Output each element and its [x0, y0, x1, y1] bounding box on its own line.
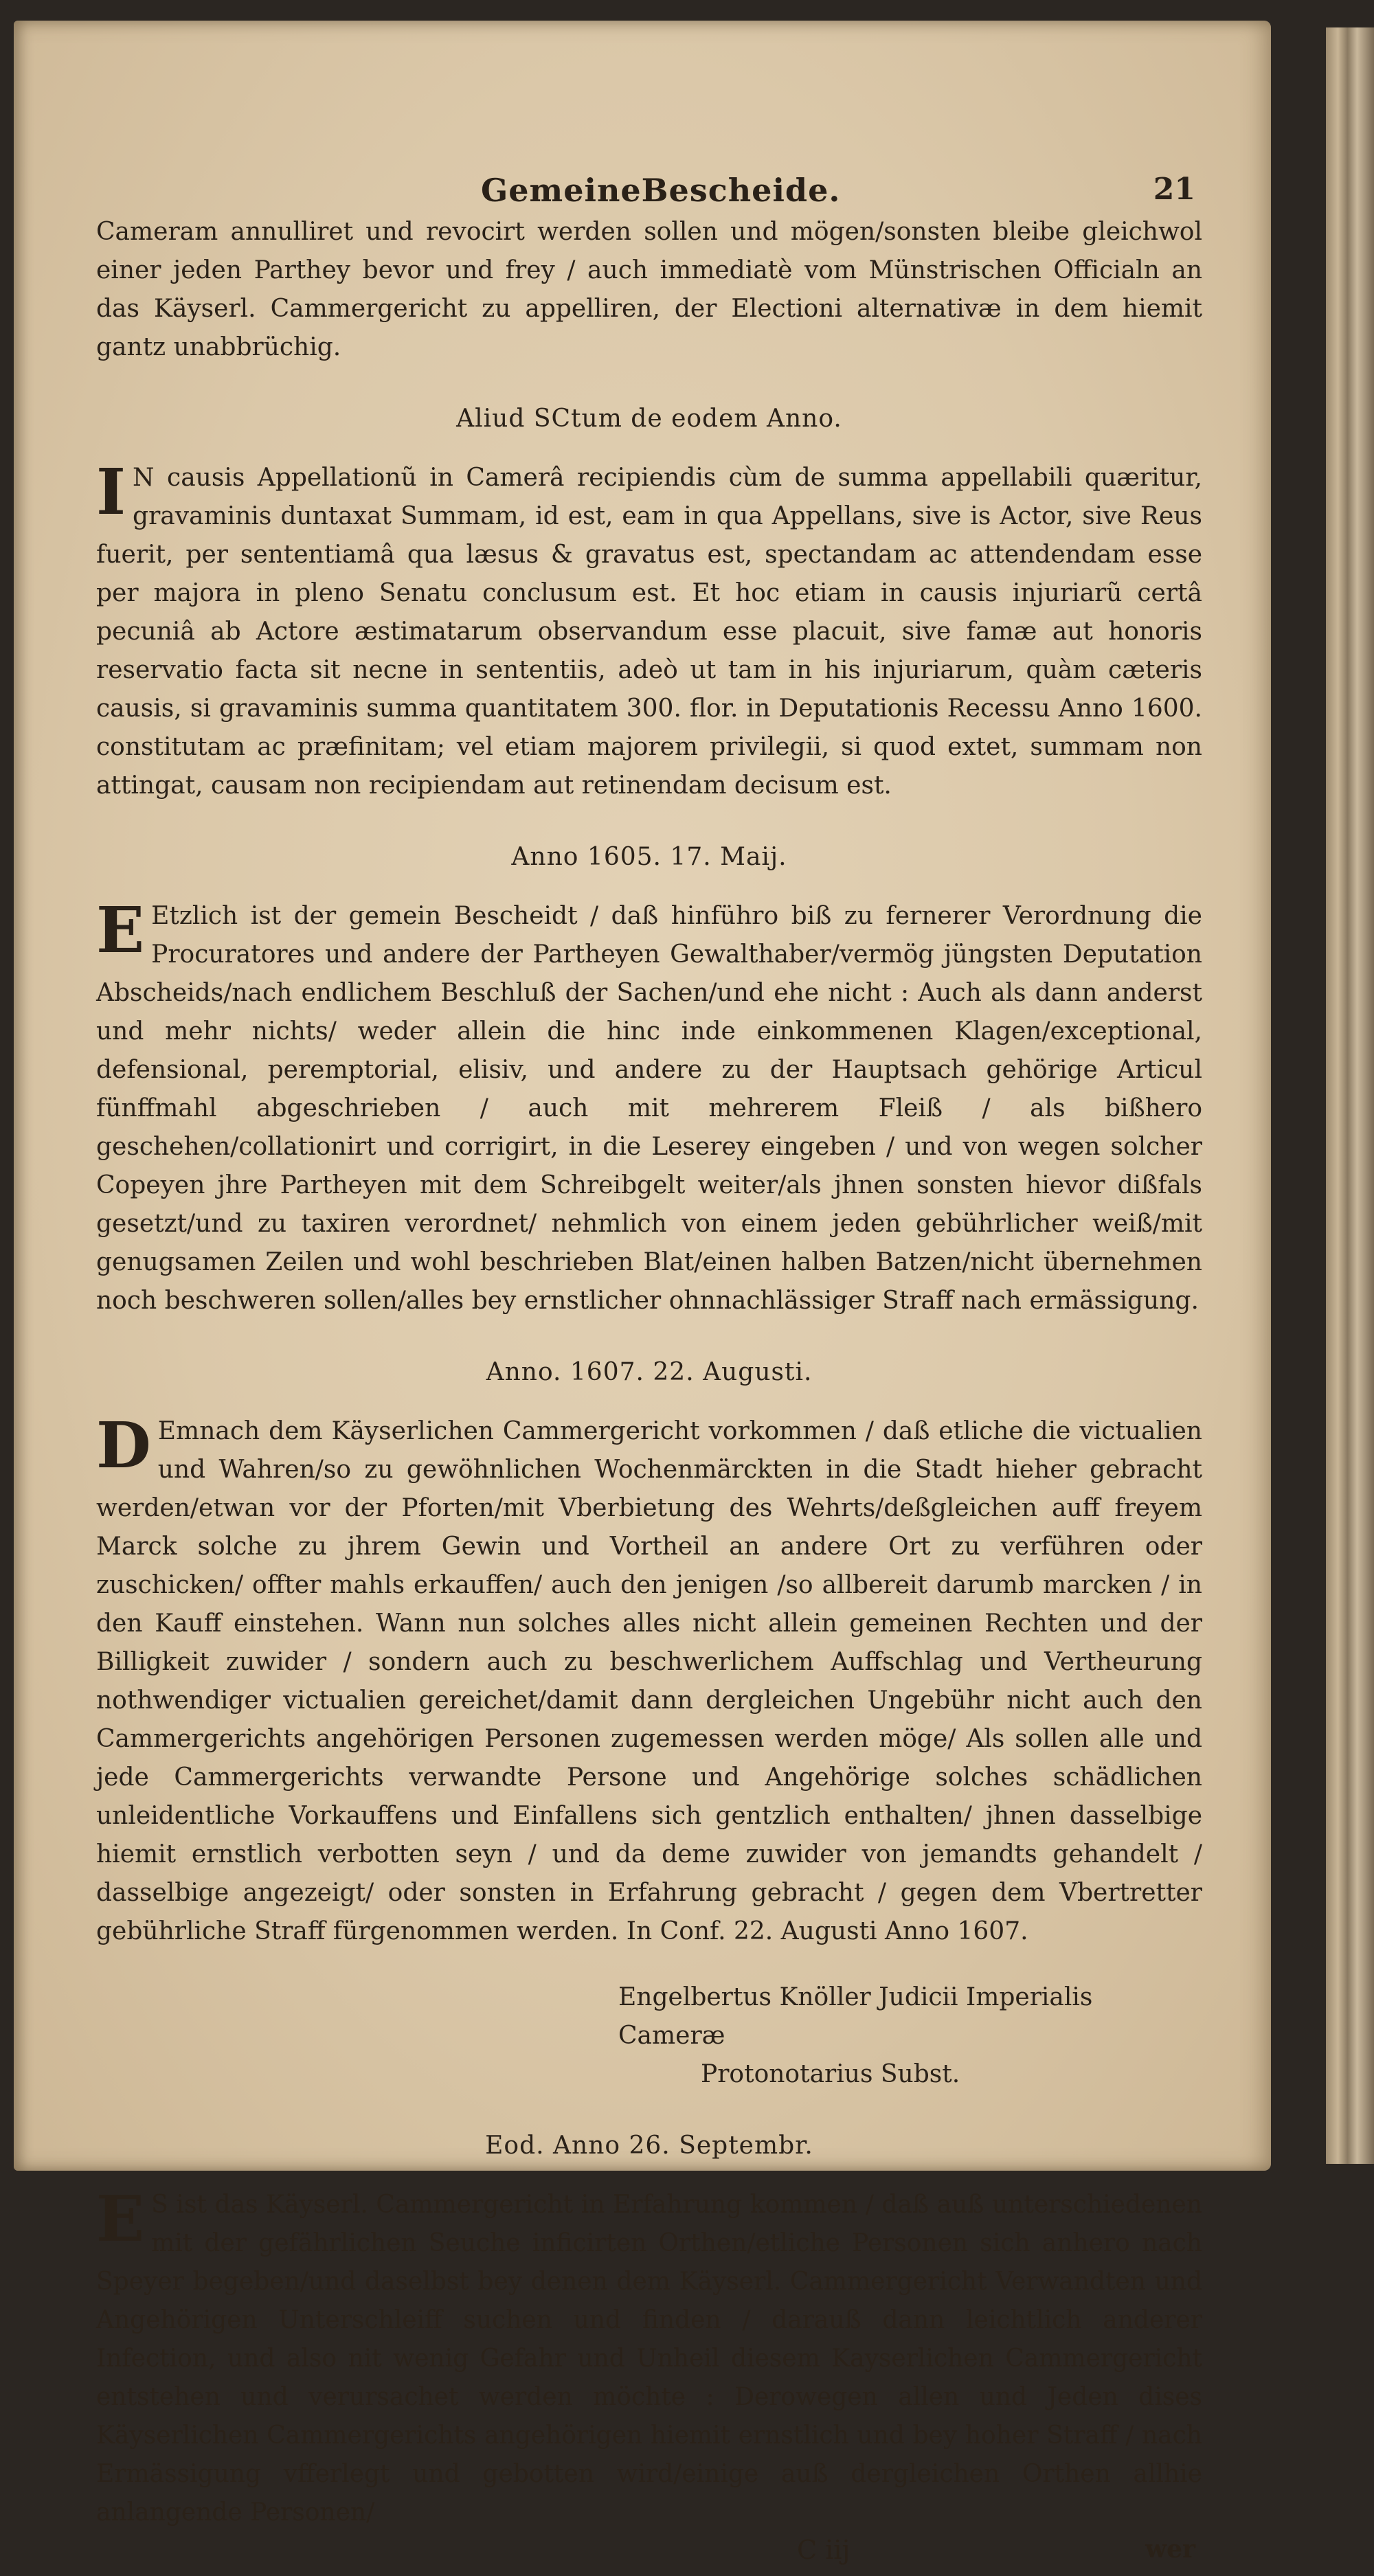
- initial-letter: E: [96, 893, 145, 967]
- signature-block: [618, 1978, 1202, 2094]
- initial-letter: E: [96, 2182, 145, 2256]
- section-heading-1607: Anno. 1607. 22. Augusti.: [486, 1358, 813, 1386]
- paragraph-text: Etzlich ist der gemein Bescheidt / daß hinführo biß zu fernerer Verordnung die Procuratores und andere der Partheyen Gewalthaber/vermög jüngsten Deputation Abscheids/nach endlichem Beschluß der Sachen/und ehe nicht : Auch als dann anderst und mehr nichts/ weder allein die hinc inde einkommenen Klagen/exceptional, defensional, peremptorial, elisiv, und andere zu der Hauptsach gehörige Articul fünffmahl abgeschrieben / auch mit mehrerem Fleiß / als bißhero geschehen/collationirt und corrigirt, in die Leserey eingeben / und von wegen solcher Copeyen jhre Partheyen mit dem Schreibgelt weiter/als jhnen sonsten hievor dißfals gesetzt/und zu taxiren verordnet/ nehmlich von einem jeden gebührlicher weiß/mit genugsamen Zeilen und wohl beschrieben Blat/einen halben Batzen/nicht übernehmen noch beschweren sollen/alles bey ernstlicher ohnnachlässiger Straff nach ermässigung.: [96, 902, 1202, 1315]
- signature-mark: C iij: [797, 2535, 851, 2565]
- section-heading-1605: Anno 1605. 17. Maij.: [511, 843, 787, 871]
- paragraph-text: S ist das Käyserl. Cammergericht in Erfahrung kommen / daß auß unterschiedenen mit der gefährlichen Seuche inficirten Orthen/etliche Personen sich anhero nach Speyer begeben/und daselbst bey denen dem Käyserl. Cammergericht Verwandten und Angehörigen Unterschleiff suchen und finden / darauß dann leichtlich anderer Infection, und also nit wenig Gefahr und Unheil diesem Kayserlichen Cammergericht entstehen und verursachet werden möchte : Derowegen allen und Jeden dises Käyserlichen Cammergerichts angehörigen hiemit ernstlich und bey hoher Straff / nach Ermässigung vfferlegt und gebotten wird/einige auß dergleichen Orthen allhie anlangende Personen/: [96, 2191, 1202, 2527]
- book-page-edges: [1326, 27, 1374, 2164]
- initial-letter: D: [96, 1408, 151, 1482]
- paragraph-bescheidt: [96, 893, 1202, 1320]
- paragraph-text: Emnach dem Käyserlichen Cammergericht vorkommen / daß etliche die victualien und Wahren/so zu gewöhnlichen Wochenmärckten in die Stadt hieher gebracht werden/etwan vor der Pforten/mit Vberbietung des Wehrts/deßgleichen auff freyem Marck solche zu jhrem Gewin und Vortheil an andere Ort zu verführen oder zuschicken/ offter mahls erkauffen/ auch den jenigen /so allbereit darumb marcken / in den Kauff einstehen. Wann nun solches alles nicht allein gemeinen Rechten und der Billigkeit zuwider / sondern auch zu beschwerlichem Auffschlag und Vertheurung nothwendiger victualien gereichet/damit dann dergleichen Ungebühr nicht auch den Cammergerichts angehörigen Personen zugemessen werden möge/ Als sollen alle und jede Cammergerichts verwandte Persone und Angehörige solches schädlichen unleidentliche Vorkauffens und Einfallens sich gentzlich enthalten/ jhnen dasselbige hiemit ernstlich verbotten seyn / und da deme zuwider von jemandts gehandelt / dasselbige angezeigt/ oder sonsten in Erfahrung gebracht / gegen dem Vbertretter gebührliche Straff fürgenommen werden. In Conf. 22. Augusti Anno 1607.: [96, 1417, 1202, 1945]
- intro-paragraph: Cameram annulliret und revocirt werden sollen und mögen/sonsten bleibe gleichwol einer jeden Parthey bevor und frey / auch immediatè vom Münstrischen Officialn an das Käyserl. Cammergericht zu appelliren, der Electioni alternativæ in dem hiemit gantz unabbrüchig.: [96, 218, 1202, 361]
- signature-line-2: Protonotarius Subst.: [701, 2060, 960, 2088]
- section-heading-sctum: Aliud SCtum de eodem Anno.: [456, 405, 842, 433]
- section-heading-september: Eod. Anno 26. Septembr.: [485, 2132, 813, 2160]
- paragraph-victualien: [96, 1408, 1202, 1951]
- initial-letter: I: [96, 455, 126, 529]
- paragraph-text: N causis Appellationũ in Camerâ recipiendis cùm de summa appellabili quæritur, gravaminis duntaxat Summam, id est, eam in qua Appellans, sive is Actor, sive Reus fuerit, per sententiamâ qua læsus & gravatus est, spectandam ac attendendam esse per majora in pleno Senatu conclusum est. Et hoc etiam in causis injuriarũ certâ pecuniâ ab Actore æstimatarum observandum esse placuit, sive famæ aut honoris reservatio facta sit necne in sententiis, adeò ut tam in his injuriarum, quàm cæteris causis, si gravaminis summa quantitatem 300. flor. in Deputationis Recessu Anno 1600. constitutam ac præfinitam; vel etiam majorem privilegii, si quod extet, summam non attingat, causam non recipiendam aut retinendam decisum est.: [96, 464, 1202, 800]
- running-head: [96, 158, 1202, 213]
- page-number: 21: [1153, 172, 1195, 207]
- signature-line-1: Engelbertus Knöller Judicii Imperialis Cameræ: [618, 1983, 1093, 2050]
- running-title: GemeineBescheide.: [481, 172, 841, 209]
- paragraph-appellation: [96, 455, 1202, 805]
- page-footer: [96, 2535, 1202, 2576]
- catchword: wer: [1145, 2535, 1195, 2564]
- book-page: [14, 21, 1271, 2565]
- page-content: [96, 158, 1202, 2576]
- paragraph-seuche: [96, 2182, 1202, 2532]
